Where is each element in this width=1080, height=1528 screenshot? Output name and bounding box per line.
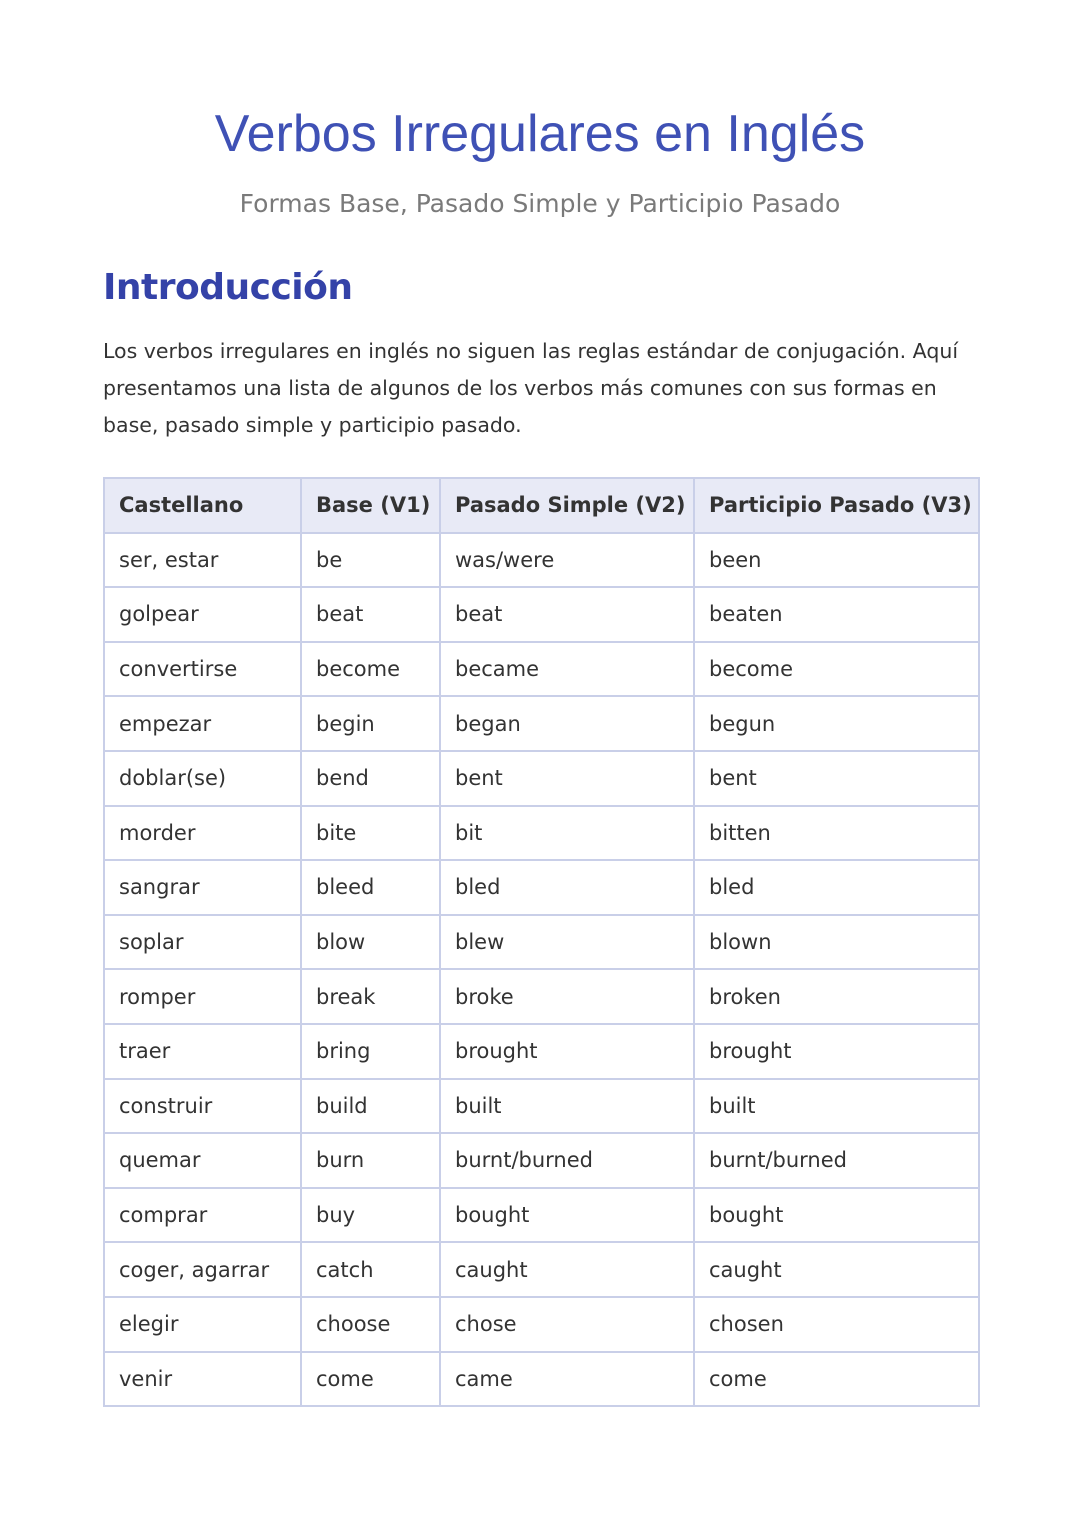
cell-pasado-simple: bit bbox=[440, 806, 694, 861]
intro-paragraph: Los verbos irregulares en inglés no siguen las reglas estándar de conjugación. Aquí presentamos una lista de algunos de los verbos más comunes con sus formas en base, pasado simple y participio pasado. bbox=[103, 339, 959, 437]
cell-participio-pasado: built bbox=[694, 1079, 979, 1134]
table-row bbox=[104, 1297, 979, 1352]
cell-base: blow bbox=[301, 915, 440, 970]
cell-pasado-simple: came bbox=[440, 1352, 694, 1407]
table-row bbox=[104, 860, 979, 915]
cell-castellano: traer bbox=[104, 1024, 301, 1079]
cell-pasado-simple: became bbox=[440, 642, 694, 697]
cell-participio-pasado: beaten bbox=[694, 587, 979, 642]
cell-participio-pasado: broken bbox=[694, 969, 979, 1024]
cell-base: buy bbox=[301, 1188, 440, 1243]
cell-base: build bbox=[301, 1079, 440, 1134]
cell-castellano: soplar bbox=[104, 915, 301, 970]
cell-base: catch bbox=[301, 1242, 440, 1297]
table-row bbox=[104, 806, 979, 861]
column-header-participio-pasado: Participio Pasado (V3) bbox=[694, 478, 979, 533]
cell-castellano: ser, estar bbox=[104, 533, 301, 588]
cell-pasado-simple: bled bbox=[440, 860, 694, 915]
cell-base: bring bbox=[301, 1024, 440, 1079]
cell-base: bite bbox=[301, 806, 440, 861]
column-header-castellano: Castellano bbox=[104, 478, 301, 533]
cell-participio-pasado: bought bbox=[694, 1188, 979, 1243]
cell-pasado-simple: caught bbox=[440, 1242, 694, 1297]
cell-base: choose bbox=[301, 1297, 440, 1352]
table-body bbox=[104, 533, 979, 1407]
column-header-base: Base (V1) bbox=[301, 478, 440, 533]
cell-castellano: comprar bbox=[104, 1188, 301, 1243]
cell-participio-pasado: bitten bbox=[694, 806, 979, 861]
cell-base: be bbox=[301, 533, 440, 588]
page-title: Verbos Irregulares en Inglés bbox=[214, 105, 866, 163]
table-row bbox=[104, 1079, 979, 1134]
cell-castellano: quemar bbox=[104, 1133, 301, 1188]
cell-pasado-simple: built bbox=[440, 1079, 694, 1134]
cell-castellano: romper bbox=[104, 969, 301, 1024]
table-row bbox=[104, 915, 979, 970]
cell-base: beat bbox=[301, 587, 440, 642]
cell-castellano: empezar bbox=[104, 696, 301, 751]
cell-base: become bbox=[301, 642, 440, 697]
cell-base: begin bbox=[301, 696, 440, 751]
table-row bbox=[104, 969, 979, 1024]
table-row bbox=[104, 642, 979, 697]
table-row bbox=[104, 751, 979, 806]
table-row bbox=[104, 1024, 979, 1079]
cell-castellano: sangrar bbox=[104, 860, 301, 915]
cell-participio-pasado: blown bbox=[694, 915, 979, 970]
cell-base: bend bbox=[301, 751, 440, 806]
cell-participio-pasado: begun bbox=[694, 696, 979, 751]
table-row bbox=[104, 696, 979, 751]
cell-base: break bbox=[301, 969, 440, 1024]
table-header-row bbox=[104, 478, 979, 533]
cell-pasado-simple: bought bbox=[440, 1188, 694, 1243]
cell-participio-pasado: become bbox=[694, 642, 979, 697]
table-row bbox=[104, 1133, 979, 1188]
cell-castellano: doblar(se) bbox=[104, 751, 301, 806]
cell-pasado-simple: bent bbox=[440, 751, 694, 806]
cell-pasado-simple: brought bbox=[440, 1024, 694, 1079]
cell-pasado-simple: began bbox=[440, 696, 694, 751]
table-row bbox=[104, 1352, 979, 1407]
cell-participio-pasado: caught bbox=[694, 1242, 979, 1297]
irregular-verbs-table bbox=[103, 477, 980, 1407]
cell-pasado-simple: beat bbox=[440, 587, 694, 642]
cell-pasado-simple: burnt/burned bbox=[440, 1133, 694, 1188]
table-row bbox=[104, 587, 979, 642]
page-subtitle: Formas Base, Pasado Simple y Participio Pasado bbox=[239, 189, 841, 218]
cell-base: bleed bbox=[301, 860, 440, 915]
cell-participio-pasado: bent bbox=[694, 751, 979, 806]
cell-castellano: elegir bbox=[104, 1297, 301, 1352]
cell-base: come bbox=[301, 1352, 440, 1407]
cell-castellano: coger, agarrar bbox=[104, 1242, 301, 1297]
cell-participio-pasado: burnt/burned bbox=[694, 1133, 979, 1188]
cell-pasado-simple: blew bbox=[440, 915, 694, 970]
table-row bbox=[104, 533, 979, 588]
cell-participio-pasado: come bbox=[694, 1352, 979, 1407]
cell-castellano: venir bbox=[104, 1352, 301, 1407]
cell-participio-pasado: chosen bbox=[694, 1297, 979, 1352]
cell-participio-pasado: brought bbox=[694, 1024, 979, 1079]
cell-pasado-simple: was/were bbox=[440, 533, 694, 588]
cell-pasado-simple: broke bbox=[440, 969, 694, 1024]
cell-castellano: construir bbox=[104, 1079, 301, 1134]
cell-castellano: convertirse bbox=[104, 642, 301, 697]
table-row bbox=[104, 1242, 979, 1297]
cell-participio-pasado: bled bbox=[694, 860, 979, 915]
column-header-pasado-simple: Pasado Simple (V2) bbox=[440, 478, 694, 533]
cell-participio-pasado: been bbox=[694, 533, 979, 588]
cell-pasado-simple: chose bbox=[440, 1297, 694, 1352]
cell-base: burn bbox=[301, 1133, 440, 1188]
table-row bbox=[104, 1188, 979, 1243]
cell-castellano: golpear bbox=[104, 587, 301, 642]
section-heading-introduction: Introducción bbox=[103, 267, 353, 308]
cell-castellano: morder bbox=[104, 806, 301, 861]
